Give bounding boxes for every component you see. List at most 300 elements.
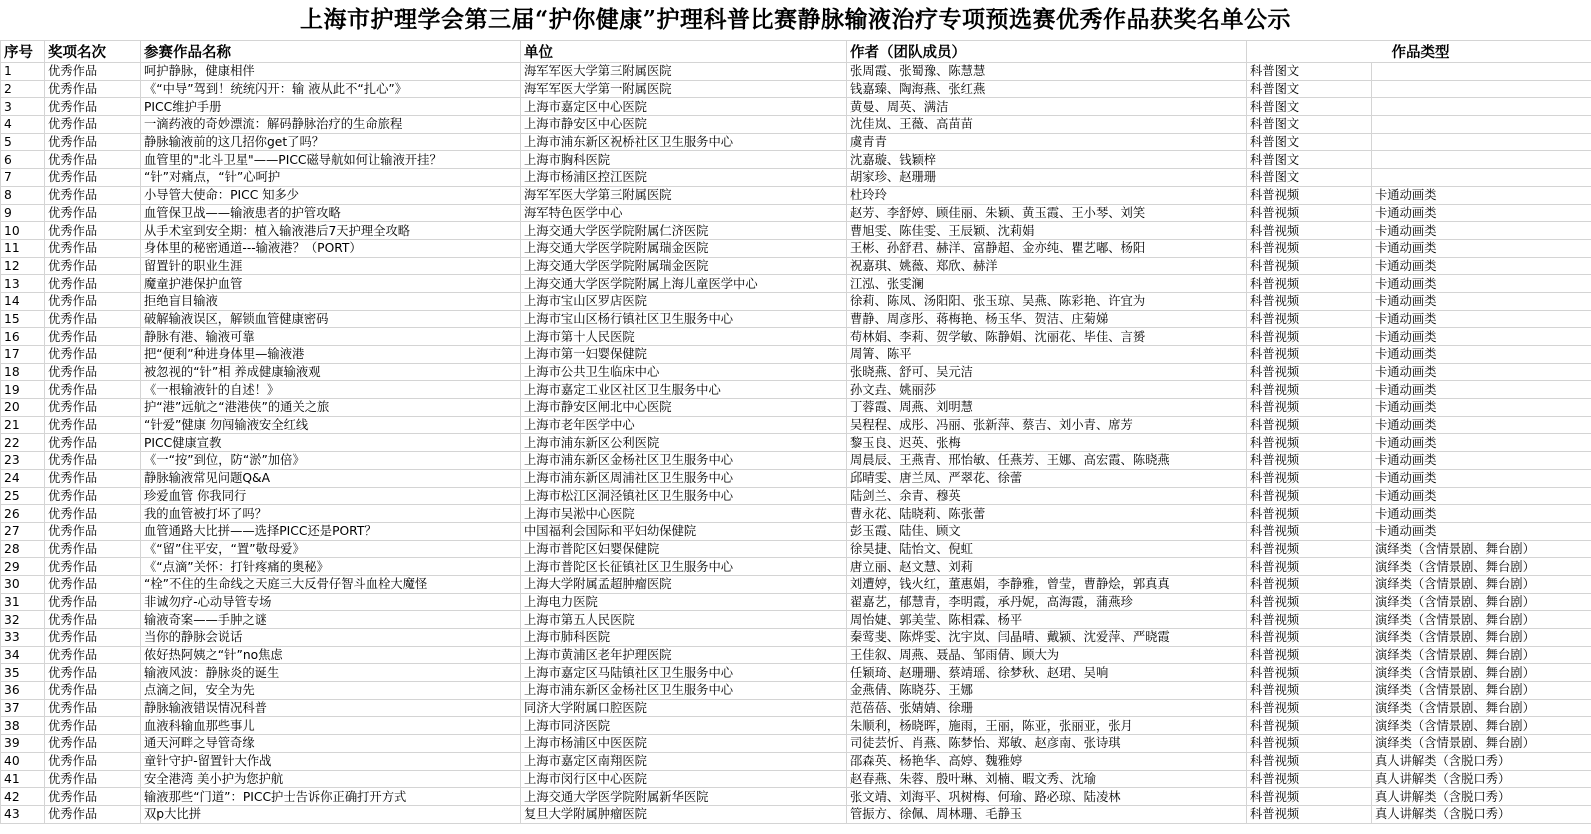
cell-unit: 上海市宝山区罗店医院 xyxy=(521,292,847,310)
cell-authors: 祝嘉琪、姚薇、郑欣、赫洋 xyxy=(847,257,1247,275)
cell-type: 科普视频 xyxy=(1247,575,1372,593)
cell-authors: 沈佳岚、王薇、高苗苗 xyxy=(847,116,1247,134)
cell-authors: 杜玲玲 xyxy=(847,186,1247,204)
cell-authors: 范蓓蓓、张婧婧、徐珊 xyxy=(847,699,1247,717)
cell-work-name: PICC维护手册 xyxy=(141,98,521,116)
cell-authors: 任颖琦、赵珊珊、蔡靖瑶、徐梦秋、赵珺、吴响 xyxy=(847,664,1247,682)
cell-award: 优秀作品 xyxy=(45,682,141,700)
cell-work-name: 输液奇案——手肿之谜 xyxy=(141,611,521,629)
cell-index: 11 xyxy=(1,239,45,257)
cell-subtype: 演绎类（含情景剧、舞台剧） xyxy=(1372,540,1591,558)
cell-work-name: 拒绝盲目输液 xyxy=(141,292,521,310)
cell-unit: 上海市浦东新区金杨社区卫生服务中心 xyxy=(521,682,847,700)
cell-unit: 海军军医大学第三附属医院 xyxy=(521,63,847,81)
cell-authors: 唐立丽、赵文慧、刘莉 xyxy=(847,558,1247,576)
cell-work-name: 血管里的"北斗卫星"——PICC磁导航如何让输液开挂？ xyxy=(141,151,521,169)
cell-work-name: 呵护静脉，健康相伴 xyxy=(141,63,521,81)
cell-award: 优秀作品 xyxy=(45,770,141,788)
cell-work-name: 静脉输液前的这几招你get了吗？ xyxy=(141,133,521,151)
cell-authors: 丁蓉霞、周燕、刘明慧 xyxy=(847,399,1247,417)
cell-authors: 邱晴雯、唐兰凤、严翠花、徐蕾 xyxy=(847,469,1247,487)
cell-work-name: 当你的静脉会说话 xyxy=(141,629,521,647)
header-row xyxy=(1,41,1591,63)
cell-subtype: 卡通动画类 xyxy=(1372,452,1591,470)
cell-subtype: 演绎类（含情景剧、舞台剧） xyxy=(1372,629,1591,647)
cell-subtype: 卡通动画类 xyxy=(1372,434,1591,452)
table-row xyxy=(1,752,1591,770)
cell-unit: 上海交通大学医学院附属瑞金医院 xyxy=(521,239,847,257)
cell-index: 41 xyxy=(1,770,45,788)
cell-type: 科普视频 xyxy=(1247,346,1372,364)
cell-award: 优秀作品 xyxy=(45,664,141,682)
table-row xyxy=(1,487,1591,505)
cell-award: 优秀作品 xyxy=(45,169,141,187)
cell-subtype: 真人讲解类（含脱口秀） xyxy=(1372,752,1591,770)
cell-authors: 曹静、周彦彤、蒋梅艳、杨玉华、贺洁、庄菊娣 xyxy=(847,310,1247,328)
cell-subtype: 演绎类（含情景剧、舞台剧） xyxy=(1372,646,1591,664)
header-work-name: 参赛作品名称 xyxy=(141,41,521,63)
header-award: 奖项名次 xyxy=(45,41,141,63)
cell-authors: 金燕倩、陈晓芬、王娜 xyxy=(847,682,1247,700)
cell-index: 20 xyxy=(1,399,45,417)
cell-unit: 上海市第十人民医院 xyxy=(521,328,847,346)
cell-unit: 上海交通大学医学院附属瑞金医院 xyxy=(521,257,847,275)
cell-unit: 上海市肺科医院 xyxy=(521,629,847,647)
cell-authors: 朱顺利，杨晓晖，施雨，王丽，陈亚，张丽亚，张月 xyxy=(847,717,1247,735)
cell-authors: 翟嘉艺，郁慧青，李明霞，承丹妮，高海霞，蒲燕珍 xyxy=(847,593,1247,611)
cell-work-name: 破解输液误区，解锁血管健康密码 xyxy=(141,310,521,328)
cell-index: 22 xyxy=(1,434,45,452)
table-row xyxy=(1,575,1591,593)
cell-award: 优秀作品 xyxy=(45,788,141,806)
cell-work-name: 被忽视的“针”相 养成健康输液观 xyxy=(141,363,521,381)
cell-authors: 钱嘉臻、陶海燕、张红燕 xyxy=(847,80,1247,98)
cell-subtype: 演绎类（含情景剧、舞台剧） xyxy=(1372,558,1591,576)
cell-authors: 邵森英、杨艳华、高婷、魏雅婷 xyxy=(847,752,1247,770)
cell-award: 优秀作品 xyxy=(45,133,141,151)
cell-award: 优秀作品 xyxy=(45,257,141,275)
table-row xyxy=(1,292,1591,310)
cell-unit: 上海市松江区洞泾镇社区卫生服务中心 xyxy=(521,487,847,505)
header-index: 序号 xyxy=(1,41,45,63)
cell-unit: 上海市杨浦区控江医院 xyxy=(521,169,847,187)
cell-subtype: 卡通动画类 xyxy=(1372,275,1591,293)
cell-index: 25 xyxy=(1,487,45,505)
cell-type: 科普视频 xyxy=(1247,717,1372,735)
table-row xyxy=(1,98,1591,116)
cell-subtype: 卡通动画类 xyxy=(1372,363,1591,381)
table-row xyxy=(1,611,1591,629)
cell-authors: 赵芳、李舒婷、顾佳丽、朱颖、黄玉霞、王小琴、刘笑 xyxy=(847,204,1247,222)
cell-subtype: 演绎类（含情景剧、舞台剧） xyxy=(1372,575,1591,593)
cell-subtype: 卡通动画类 xyxy=(1372,222,1591,240)
cell-unit: 上海市杨浦区中医医院 xyxy=(521,735,847,753)
cell-type: 科普视频 xyxy=(1247,629,1372,647)
cell-type: 科普视频 xyxy=(1247,399,1372,417)
cell-index: 33 xyxy=(1,629,45,647)
header-unit: 单位 xyxy=(521,41,847,63)
cell-authors: 徐昊捷、陆怡文、倪虹 xyxy=(847,540,1247,558)
cell-index: 5 xyxy=(1,133,45,151)
cell-award: 优秀作品 xyxy=(45,469,141,487)
cell-index: 36 xyxy=(1,682,45,700)
cell-award: 优秀作品 xyxy=(45,540,141,558)
cell-index: 10 xyxy=(1,222,45,240)
table-row xyxy=(1,593,1591,611)
cell-unit: 上海市静安区闸北中心医院 xyxy=(521,399,847,417)
cell-type: 科普视频 xyxy=(1247,735,1372,753)
cell-subtype xyxy=(1372,151,1591,169)
cell-index: 29 xyxy=(1,558,45,576)
cell-unit: 海军军医大学第三附属医院 xyxy=(521,186,847,204)
cell-index: 27 xyxy=(1,522,45,540)
cell-work-name: 魔童护港保护血管 xyxy=(141,275,521,293)
cell-type: 科普视频 xyxy=(1247,611,1372,629)
cell-work-name: 静脉有港、输液可靠 xyxy=(141,328,521,346)
table-row xyxy=(1,805,1591,823)
cell-type: 科普图文 xyxy=(1247,80,1372,98)
cell-authors: 胡家珍、赵珊珊 xyxy=(847,169,1247,187)
cell-authors: 赵春燕、朱蓉、殷叶琳、刘楠、暇文秀、沈瑜 xyxy=(847,770,1247,788)
cell-unit: 上海市普陀区长征镇社区卫生服务中心 xyxy=(521,558,847,576)
cell-award: 优秀作品 xyxy=(45,275,141,293)
table-row xyxy=(1,310,1591,328)
cell-award: 优秀作品 xyxy=(45,381,141,399)
cell-index: 38 xyxy=(1,717,45,735)
cell-award: 优秀作品 xyxy=(45,717,141,735)
cell-authors: 王佳叙、周燕、聂晶、邹雨倩、顾大为 xyxy=(847,646,1247,664)
cell-type: 科普视频 xyxy=(1247,257,1372,275)
table-row xyxy=(1,452,1591,470)
cell-type: 科普视频 xyxy=(1247,186,1372,204)
cell-index: 35 xyxy=(1,664,45,682)
table-row xyxy=(1,328,1591,346)
cell-subtype xyxy=(1372,98,1591,116)
cell-work-name: “针”对痛点，“针”心呵护 xyxy=(141,169,521,187)
cell-subtype: 真人讲解类（含脱口秀） xyxy=(1372,770,1591,788)
cell-index: 24 xyxy=(1,469,45,487)
cell-unit: 上海交通大学医学院附属仁济医院 xyxy=(521,222,847,240)
cell-authors: 陆剑兰、余青、穆英 xyxy=(847,487,1247,505)
cell-award: 优秀作品 xyxy=(45,292,141,310)
cell-work-name: 身体里的秘密通道---输液港？（PORT） xyxy=(141,239,521,257)
cell-award: 优秀作品 xyxy=(45,611,141,629)
table-row xyxy=(1,699,1591,717)
cell-unit: 上海市第五人民医院 xyxy=(521,611,847,629)
table-row xyxy=(1,169,1591,187)
cell-unit: 上海市嘉定区马陆镇社区卫生服务中心 xyxy=(521,664,847,682)
cell-type: 科普视频 xyxy=(1247,752,1372,770)
cell-work-name: 从手术室到安全期：植入输液港后7天护理全攻略 xyxy=(141,222,521,240)
cell-award: 优秀作品 xyxy=(45,186,141,204)
table-row xyxy=(1,381,1591,399)
table-row xyxy=(1,469,1591,487)
cell-type: 科普视频 xyxy=(1247,381,1372,399)
cell-award: 优秀作品 xyxy=(45,346,141,364)
cell-type: 科普视频 xyxy=(1247,682,1372,700)
cell-award: 优秀作品 xyxy=(45,80,141,98)
cell-unit: 上海市公共卫生临床中心 xyxy=(521,363,847,381)
table-row xyxy=(1,186,1591,204)
cell-award: 优秀作品 xyxy=(45,310,141,328)
cell-type: 科普视频 xyxy=(1247,328,1372,346)
cell-work-name: 静脉输液常见问题Q&A xyxy=(141,469,521,487)
cell-type: 科普视频 xyxy=(1247,239,1372,257)
cell-authors: 沈嘉璇、钱颖梓 xyxy=(847,151,1247,169)
table-row xyxy=(1,257,1591,275)
cell-authors: 徐莉、陈凤、汤阳阳、张玉琼、吴燕、陈彩艳、许宜为 xyxy=(847,292,1247,310)
cell-index: 2 xyxy=(1,80,45,98)
cell-authors: 彭玉霞、陆佳、顾文 xyxy=(847,522,1247,540)
cell-unit: 上海市嘉定区南翔医院 xyxy=(521,752,847,770)
cell-subtype: 卡通动画类 xyxy=(1372,239,1591,257)
table-row xyxy=(1,133,1591,151)
cell-authors: 黎玉良、迟英、张梅 xyxy=(847,434,1247,452)
cell-subtype xyxy=(1372,116,1591,134)
cell-unit: 上海市嘉定区中心医院 xyxy=(521,98,847,116)
cell-work-name: 点滴之间，安全为先 xyxy=(141,682,521,700)
table-row xyxy=(1,222,1591,240)
cell-authors: 周怡婕、郭美莹、陈相霖、杨平 xyxy=(847,611,1247,629)
table-body xyxy=(1,63,1591,824)
cell-type: 科普视频 xyxy=(1247,434,1372,452)
cell-unit: 上海市同济医院 xyxy=(521,717,847,735)
cell-index: 32 xyxy=(1,611,45,629)
cell-award: 优秀作品 xyxy=(45,593,141,611)
cell-work-name: 护“港”远航之“港港侠”的通关之旅 xyxy=(141,399,521,417)
cell-unit: 海军军医大学第一附属医院 xyxy=(521,80,847,98)
cell-index: 17 xyxy=(1,346,45,364)
cell-index: 42 xyxy=(1,788,45,806)
cell-index: 3 xyxy=(1,98,45,116)
cell-unit: 上海市浦东新区金杨社区卫生服务中心 xyxy=(521,452,847,470)
cell-award: 优秀作品 xyxy=(45,98,141,116)
table-row xyxy=(1,151,1591,169)
cell-authors: 王彬、孙舒君、赫洋、富静超、金亦纯、瞿艺嘟、杨阳 xyxy=(847,239,1247,257)
cell-authors: 张文靖、刘海平、巩树梅、何瑜、路必琼、陆凌林 xyxy=(847,788,1247,806)
table-row xyxy=(1,629,1591,647)
cell-authors: 周箐、陈平 xyxy=(847,346,1247,364)
cell-type: 科普视频 xyxy=(1247,664,1372,682)
cell-index: 18 xyxy=(1,363,45,381)
cell-index: 37 xyxy=(1,699,45,717)
cell-unit: 上海市静安区中心医院 xyxy=(521,116,847,134)
cell-subtype: 卡通动画类 xyxy=(1372,505,1591,523)
cell-work-name: 《一根输液针的自述！》 xyxy=(141,381,521,399)
cell-work-name: 《“中导”驾到！统统闪开：输 液从此不“扎心”》 xyxy=(141,80,521,98)
header-work-type: 作品类型 xyxy=(1247,41,1591,63)
cell-index: 19 xyxy=(1,381,45,399)
cell-award: 优秀作品 xyxy=(45,805,141,823)
cell-subtype: 卡通动画类 xyxy=(1372,204,1591,222)
cell-authors: 刘遭婷，钱火红，董惠娟，李静雅，曾莹，曹静烩，郭真真 xyxy=(847,575,1247,593)
cell-type: 科普图文 xyxy=(1247,63,1372,81)
cell-index: 21 xyxy=(1,416,45,434)
cell-award: 优秀作品 xyxy=(45,629,141,647)
cell-award: 优秀作品 xyxy=(45,239,141,257)
cell-work-name: 《“留”住平安，“置”敬母爱》 xyxy=(141,540,521,558)
cell-award: 优秀作品 xyxy=(45,363,141,381)
cell-work-name: 血管通路大比拼——选择PICC还是PORT？ xyxy=(141,522,521,540)
cell-subtype: 卡通动画类 xyxy=(1372,328,1591,346)
cell-index: 28 xyxy=(1,540,45,558)
cell-subtype: 卡通动画类 xyxy=(1372,346,1591,364)
table-row xyxy=(1,63,1591,81)
cell-work-name: 留置针的职业生涯 xyxy=(141,257,521,275)
cell-work-name: 童针守护-留置针大作战 xyxy=(141,752,521,770)
cell-subtype: 演绎类（含情景剧、舞台剧） xyxy=(1372,735,1591,753)
cell-subtype: 卡通动画类 xyxy=(1372,399,1591,417)
cell-type: 科普视频 xyxy=(1247,487,1372,505)
cell-type: 科普视频 xyxy=(1247,416,1372,434)
cell-type: 科普视频 xyxy=(1247,558,1372,576)
cell-index: 1 xyxy=(1,63,45,81)
cell-subtype: 真人讲解类（含脱口秀） xyxy=(1372,805,1591,823)
table-row xyxy=(1,788,1591,806)
cell-work-name: 双p大比拼 xyxy=(141,805,521,823)
cell-subtype: 卡通动画类 xyxy=(1372,381,1591,399)
cell-work-name: 一滴药液的奇妙漂流：解码静脉治疗的生命旅程 xyxy=(141,116,521,134)
cell-unit: 复旦大学附属肿瘤医院 xyxy=(521,805,847,823)
cell-index: 31 xyxy=(1,593,45,611)
cell-unit: 上海市吴淞中心医院 xyxy=(521,505,847,523)
cell-unit: 上海市闵行区中心医院 xyxy=(521,770,847,788)
table-row xyxy=(1,735,1591,753)
cell-work-name: 通天河畔之导管奇缘 xyxy=(141,735,521,753)
table-row xyxy=(1,399,1591,417)
table-row xyxy=(1,646,1591,664)
cell-work-name: 珍爱血管 你我同行 xyxy=(141,487,521,505)
cell-unit: 上海交通大学医学院附属上海儿童医学中心 xyxy=(521,275,847,293)
cell-work-name: 《一“按”到位，防“淤”加倍》 xyxy=(141,452,521,470)
award-table xyxy=(0,40,1591,824)
table-row xyxy=(1,505,1591,523)
table-row xyxy=(1,540,1591,558)
cell-work-name: 小导管大使命：PICC 知多少 xyxy=(141,186,521,204)
cell-work-name: 输液风波：静脉炎的诞生 xyxy=(141,664,521,682)
cell-unit: 中国福利会国际和平妇幼保健院 xyxy=(521,522,847,540)
cell-type: 科普视频 xyxy=(1247,646,1372,664)
cell-type: 科普视频 xyxy=(1247,292,1372,310)
cell-type: 科普视频 xyxy=(1247,805,1372,823)
cell-index: 15 xyxy=(1,310,45,328)
cell-subtype: 演绎类（含情景剧、舞台剧） xyxy=(1372,611,1591,629)
cell-index: 6 xyxy=(1,151,45,169)
cell-authors: 周晨辰、王燕青、邢怡敏、任燕芳、王娜、高宏霞、陈晓燕 xyxy=(847,452,1247,470)
table-row xyxy=(1,717,1591,735)
cell-authors: 虞青青 xyxy=(847,133,1247,151)
cell-award: 优秀作品 xyxy=(45,487,141,505)
cell-type: 科普图文 xyxy=(1247,151,1372,169)
cell-award: 优秀作品 xyxy=(45,558,141,576)
cell-subtype: 卡通动画类 xyxy=(1372,292,1591,310)
cell-unit: 上海交通大学医学院附属新华医院 xyxy=(521,788,847,806)
table-row xyxy=(1,770,1591,788)
cell-unit: 上海市嘉定工业区社区卫生服务中心 xyxy=(521,381,847,399)
cell-type: 科普视频 xyxy=(1247,310,1372,328)
cell-award: 优秀作品 xyxy=(45,575,141,593)
cell-unit: 上海市浦东新区祝桥社区卫生服务中心 xyxy=(521,133,847,151)
cell-index: 8 xyxy=(1,186,45,204)
cell-authors: 曹永花、陆晓莉、陈张蕾 xyxy=(847,505,1247,523)
table-row xyxy=(1,346,1591,364)
cell-type: 科普视频 xyxy=(1247,363,1372,381)
cell-unit: 上海市浦东新区周浦社区卫生服务中心 xyxy=(521,469,847,487)
cell-work-name: PICC健康宣教 xyxy=(141,434,521,452)
cell-type: 科普图文 xyxy=(1247,169,1372,187)
cell-award: 优秀作品 xyxy=(45,204,141,222)
table-row xyxy=(1,204,1591,222)
table-row xyxy=(1,664,1591,682)
cell-subtype xyxy=(1372,169,1591,187)
cell-type: 科普图文 xyxy=(1247,116,1372,134)
cell-subtype xyxy=(1372,133,1591,151)
cell-authors: 黄曼、周英、满洁 xyxy=(847,98,1247,116)
cell-index: 39 xyxy=(1,735,45,753)
cell-subtype: 演绎类（含情景剧、舞台剧） xyxy=(1372,682,1591,700)
cell-type: 科普视频 xyxy=(1247,788,1372,806)
cell-award: 优秀作品 xyxy=(45,646,141,664)
table-row xyxy=(1,80,1591,98)
cell-subtype xyxy=(1372,63,1591,81)
cell-unit: 上海市浦东新区公利医院 xyxy=(521,434,847,452)
cell-unit: 上海市老年医学中心 xyxy=(521,416,847,434)
cell-authors: 曹旭雯、陈佳雯、王辰颖、沈莉娟 xyxy=(847,222,1247,240)
cell-authors: 苟林娟、李莉、贺学敏、陈静娟、沈丽花、毕佳、言赟 xyxy=(847,328,1247,346)
cell-unit: 海军特色医学中心 xyxy=(521,204,847,222)
cell-index: 30 xyxy=(1,575,45,593)
cell-work-name: 安全港湾 美小护为您护航 xyxy=(141,770,521,788)
cell-subtype: 演绎类（含情景剧、舞台剧） xyxy=(1372,593,1591,611)
table-row xyxy=(1,116,1591,134)
page-title: 上海市护理学会第三届“护你健康”护理科普比赛静脉输液治疗专项预选赛优秀作品获奖名单公示 xyxy=(300,6,1291,33)
cell-index: 4 xyxy=(1,116,45,134)
cell-award: 优秀作品 xyxy=(45,116,141,134)
cell-type: 科普视频 xyxy=(1247,222,1372,240)
cell-subtype: 卡通动画类 xyxy=(1372,416,1591,434)
cell-subtype: 卡通动画类 xyxy=(1372,257,1591,275)
cell-work-name: “针爱”健康 勿闯输液安全红线 xyxy=(141,416,521,434)
cell-award: 优秀作品 xyxy=(45,416,141,434)
cell-index: 43 xyxy=(1,805,45,823)
cell-work-name: 《“点滴”关怀：打针疼痛的奥秘》 xyxy=(141,558,521,576)
cell-index: 40 xyxy=(1,752,45,770)
cell-authors: 张晓燕、舒可、吴元洁 xyxy=(847,363,1247,381)
table-row xyxy=(1,434,1591,452)
cell-type: 科普视频 xyxy=(1247,204,1372,222)
cell-authors: 管振方、徐佩、周林珊、毛静玉 xyxy=(847,805,1247,823)
cell-index: 9 xyxy=(1,204,45,222)
header-authors: 作者（团队成员） xyxy=(847,41,1247,63)
cell-authors: 张周霞、张蜀豫、陈慧慧 xyxy=(847,63,1247,81)
cell-type: 科普视频 xyxy=(1247,699,1372,717)
cell-work-name: “栓”不住的生命线之天庭三大反骨仔智斗血栓大魔怪 xyxy=(141,575,521,593)
cell-award: 优秀作品 xyxy=(45,222,141,240)
cell-subtype: 卡通动画类 xyxy=(1372,487,1591,505)
cell-award: 优秀作品 xyxy=(45,452,141,470)
cell-subtype xyxy=(1372,80,1591,98)
cell-award: 优秀作品 xyxy=(45,752,141,770)
cell-work-name: 静脉输液错误情况科普 xyxy=(141,699,521,717)
cell-work-name: 非诚勿疗-心动导管专场 xyxy=(141,593,521,611)
cell-award: 优秀作品 xyxy=(45,735,141,753)
cell-award: 优秀作品 xyxy=(45,505,141,523)
cell-unit: 上海电力医院 xyxy=(521,593,847,611)
cell-subtype: 演绎类（含情景剧、舞台剧） xyxy=(1372,699,1591,717)
cell-subtype: 卡通动画类 xyxy=(1372,469,1591,487)
cell-unit: 上海市黄浦区老年护理医院 xyxy=(521,646,847,664)
table-row xyxy=(1,682,1591,700)
